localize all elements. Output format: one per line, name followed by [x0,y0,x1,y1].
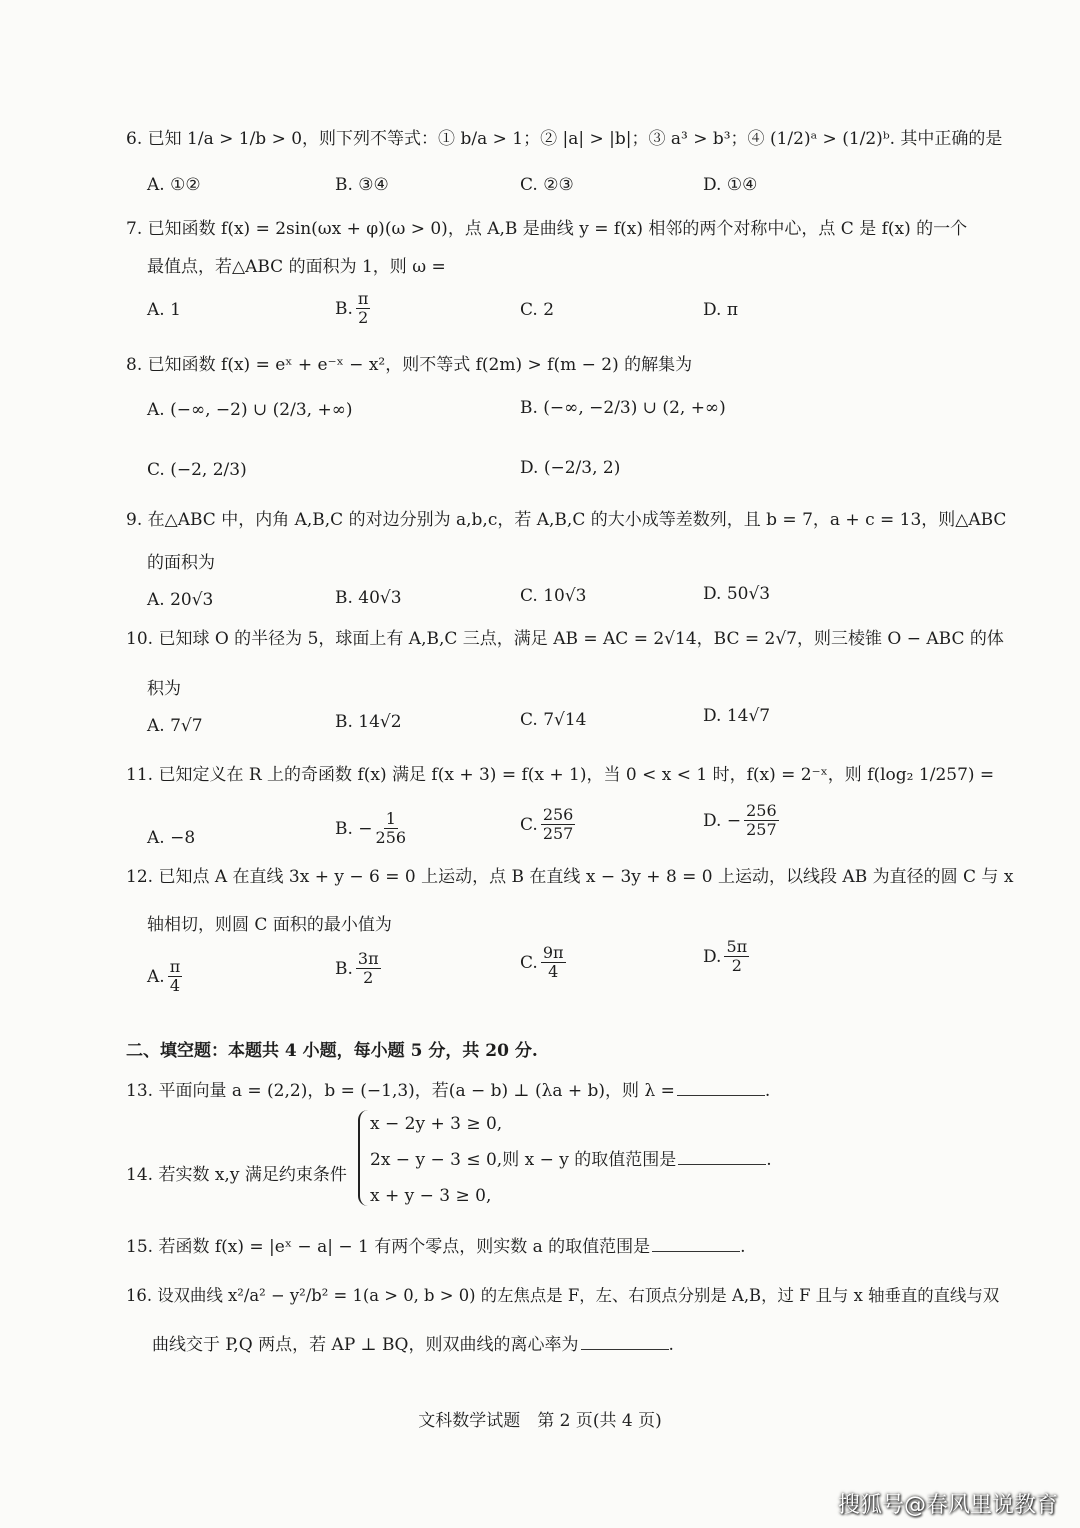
option-label: B. − [335,818,373,839]
denominator: 2 [358,308,369,327]
q10-option-d: D. 14√7 [703,706,771,726]
q8-option-d: D. (−2/3, 2) [520,458,621,478]
q7-option-a: A. 1 [147,300,181,320]
answer-blank [581,1335,669,1350]
question-16-stem: 16. 设双曲线 x²/a² − y²/b² = 1(a > 0, b > 0) 的左焦点是 F，左、右顶点分别是 A,B，过 F 且与 x 轴垂直的直线与双 [126,1286,1000,1305]
page-footer: 文科数学试题 第 2 页(共 4 页) [418,1411,662,1431]
option-label: B. [335,958,353,979]
answer-blank [677,1081,765,1096]
option-label: C. [520,952,538,973]
question-9-stem-cont: 的面积为 [147,553,215,573]
denominator: 257 [746,820,777,839]
q12-option-a [147,958,182,995]
question-14-suffix: 则 x − y 的取值范围是 [502,1150,677,1170]
q7-option-d: D. π [703,300,739,320]
q7-option-c: C. 2 [520,300,555,320]
option-label: C. [520,814,538,835]
q10-option-a: A. 7√7 [147,716,203,736]
section-2-heading: 二、填空题：本题共 4 小题，每小题 5 分，共 20 分. [126,1041,538,1061]
question-16-stem-cont: 曲线交于 P,Q 两点，若 AP ⊥ BQ，则双曲线的离心率为 [152,1335,579,1355]
q8-option-b: B. (−∞, −2/3) ∪ (2, +∞) [520,398,726,418]
q8-option-c: C. (−2, 2/3) [147,460,247,480]
answer-blank [678,1150,766,1165]
numerator: 256 [746,801,777,820]
question-12-stem: 12. 已知点 A 在直线 3x + y − 6 = 0 上运动，点 B 在直线 x − 3y + 8 = 0 上运动，以线段 AB 为直径的圆 C 与 x [126,867,1014,887]
constraint-system [358,1110,772,1206]
option-label: A. [147,966,165,987]
denominator: 2 [731,956,742,975]
question-9-stem: 9. 在△ABC 中，内角 A,B,C 的对边分别为 a,b,c，若 A,B,C 的大小成等差数列，且 b = 7，a + c = 13，则△ABC [126,510,1007,530]
q9-option-d: D. 50√3 [703,584,771,604]
option-label: D. [703,946,722,967]
numerator: 1 [385,809,396,828]
q11-option-c [520,806,575,843]
fraction [356,290,371,327]
q8-option-a: A. (−∞, −2) ∪ (2/3, +∞) [147,400,353,420]
denominator: 4 [548,962,559,981]
fraction [724,938,749,975]
question-15 [126,1232,746,1257]
constraint-2-text: 2x − y − 3 ≤ 0, [370,1150,503,1170]
q11-option-b [335,810,406,847]
question-10-stem: 10. 已知球 O 的半径为 5，球面上有 A,B,C 三点，满足 AB = AC = 2√14，BC = 2√7，则三棱锥 O − ABC 的体 [126,629,1004,649]
option-label: D. − [703,810,742,831]
period: . [668,1335,674,1355]
period: . [766,1150,772,1170]
q11-option-d [703,802,779,839]
question-14-prefix: 14. 若实数 x,y 满足约束条件 [126,1165,347,1185]
q11-option-a: A. −8 [147,828,196,848]
answer-blank [652,1237,740,1252]
fraction [168,958,183,995]
numerator: 3π [357,949,379,968]
q6-option-c: C. ②③ [520,175,574,195]
option-label: B. [335,298,353,319]
question-8-stem: 8. 已知函数 f(x) = eˣ + e⁻ˣ − x²，则不等式 f(2m) > f(m − 2) 的解集为 [126,355,693,375]
question-12-stem-cont: 轴相切，则圆 C 面积的最小值为 [147,915,392,935]
q6-option-d: D. ①④ [703,175,758,195]
fraction [541,806,576,843]
q9-option-a: A. 20√3 [147,590,214,610]
period: . [764,1081,771,1101]
q6-option-a: A. ①② [147,175,201,195]
q10-option-b: B. 14√2 [335,712,402,732]
question-11-stem: 11. 已知定义在 R 上的奇函数 f(x) 满足 f(x + 3) = f(x + 1)，当 0 < x < 1 时，f(x) = 2⁻ˣ，则 f(log₂ 1/257) = [126,765,995,785]
question-16-cont [152,1330,674,1355]
watermark: 搜狐号@春风里说教育 [837,1493,1058,1518]
constraint-2 [370,1146,772,1182]
fraction [541,944,566,981]
denominator: 2 [363,968,374,987]
constraint-3: x + y − 3 ≥ 0, [370,1186,492,1206]
q6-option-b: B. ③④ [335,175,389,195]
numerator: 9π [542,943,564,962]
fraction [356,950,381,987]
question-7-stem-cont: 最值点，若△ABC 的面积为 1，则 ω = [147,257,446,277]
q10-option-c: C. 7√14 [520,710,587,730]
numerator: π [357,289,369,308]
question-13-stem: 13. 平面向量 a = (2,2)，b = (−1,3)，若(a − b) ⊥ (λa + b)，则 λ = [126,1081,675,1101]
question-10-stem-cont: 积为 [147,679,181,699]
question-7-stem: 7. 已知函数 f(x) = 2sin(ωx + φ)(ω > 0)，点 A,B 是曲线 y = f(x) 相邻的两个对称中心，点 C 是 f(x) 的一个 [126,219,968,239]
q12-option-d [703,938,749,975]
q12-option-c [520,944,566,981]
question-6-stem: 6. 已知 1/a > 1/b > 0，则下列不等式：① b/a > 1；② |a| > |b|；③ a³ > b³；④ (1/2)ᵃ > (1/2)ᵇ. 其中正确的是 [126,129,1003,149]
fraction [376,810,407,847]
constraint-1: x − 2y + 3 ≥ 0, [370,1114,503,1134]
q9-option-b: B. 40√3 [335,588,402,608]
period: . [740,1237,746,1257]
denominator: 4 [169,976,181,995]
numerator: π [169,957,181,976]
q12-option-b [335,950,381,987]
denominator: 256 [375,828,407,847]
fraction [744,802,779,839]
question-15-stem: 15. 若函数 f(x) = |eˣ − a| − 1 有两个零点，则实数 a 的取值范围是 [126,1237,651,1257]
q9-option-c: C. 10√3 [520,586,587,606]
numerator: 5π [726,937,748,956]
denominator: 257 [542,824,574,843]
q7-option-b [335,290,370,327]
numerator: 256 [542,805,574,824]
question-13 [126,1076,770,1101]
